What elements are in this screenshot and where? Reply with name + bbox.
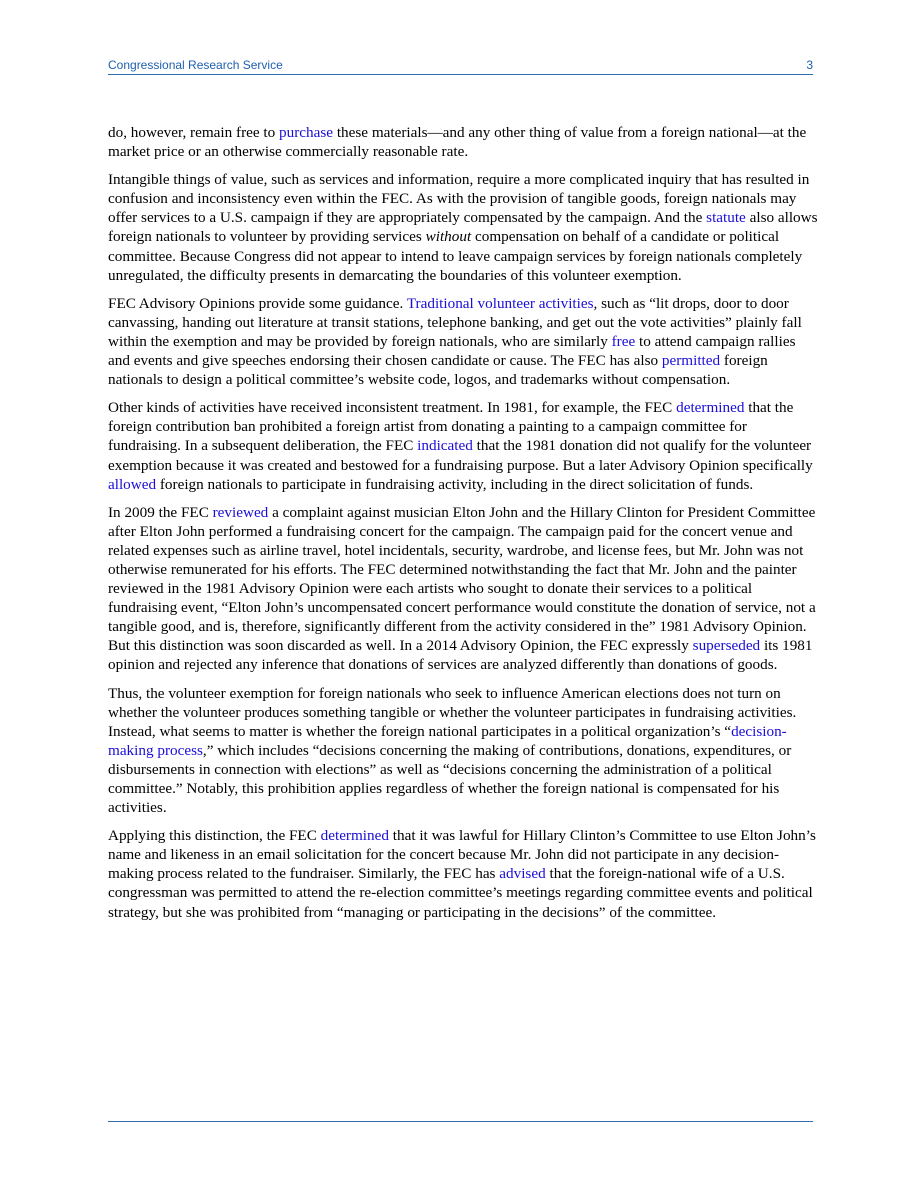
link-traditional-volunteer-activities[interactable]: Traditional volunteer activities — [406, 294, 594, 312]
footer-divider — [108, 1121, 813, 1122]
paragraph-3: FEC Advisory Opinions provide some guidance. Traditional volunteer activities, such as “lit drops, door to door canvassing, handing out literature at transit stations, telephone banking, and get out the vote activities” plainly fall within the exemption and may be provided by foreign nationals, who are similarly free to attend campaign rallies and events and give speeches endorsing their chosen candidate or cause. The FEC has also permitted foreign nationals to design a political committee’s website code, logos, and trademarks without compensation. — [108, 294, 802, 389]
link-allowed[interactable]: allowed — [108, 475, 157, 493]
paragraph-6: Thus, the volunteer exemption for foreign nationals who seek to influence American elections does not turn on whether the volunteer produces something tangible or whether the volunteer participates in fundraising activities. Instead, what seems to matter is whether the foreign national participates in a political organization’s “decision-making process,” which includes “decisions concerning the making of contributions, donations, expenditures, or disbursements in connection with elections” as well as “decisions concerning the administration of a political committee.” Notably, this prohibition applies regardless of whether the foreign national is compensated for his activities. — [108, 684, 797, 817]
header-page-number: 3 — [806, 58, 813, 72]
link-indicated[interactable]: indicated — [417, 437, 473, 455]
page-header — [108, 58, 813, 75]
link-statute[interactable]: statute — [706, 209, 746, 227]
link-free[interactable]: free — [611, 332, 636, 350]
paragraph-7: Applying this distinction, the FEC determined that it was lawful for Hillary Clinton’s Committee to use Elton John’s name and likeness in an email solicitation for the concert because Mr. John did not participate in any decision-making process related to the fundraiser. Similarly, the FEC has advised that the foreign-national wife of a U.S. congressman was permitted to attend the re-election committee’s meetings regarding committee events and political strategy, but she was prohibited from “managing or participating in the decisions” of the committee. — [108, 827, 816, 921]
document-body — [108, 123, 818, 931]
link-determined-lawful[interactable]: determined — [320, 827, 389, 845]
paragraph-1: do, however, remain free to purchase these materials—and any other thing of value from a foreign national—at the market price or an otherwise commercially reasonable rate. — [108, 124, 807, 161]
paragraph-4: Other kinds of activities have received inconsistent treatment. In 1981, for example, the FEC determined that the foreign contribution ban prohibited a foreign artist from donating a painting to a campaign committee for fundraising. In a subsequent deliberation, the FEC indicated that the 1981 donation did not qualify for the volunteer exemption because it was created and bestowed for a fundraising purpose. But a later Advisory Opinion specifically allowed foreign nationals to participate in fundraising activity, including in the direct solicitation of funds. — [108, 399, 813, 493]
link-superseded[interactable]: superseded — [692, 637, 761, 655]
link-decision-making-process[interactable]: decision-making process — [108, 722, 787, 759]
link-purchase[interactable]: purchase — [279, 124, 334, 141]
link-permitted[interactable]: permitted — [661, 352, 721, 370]
paragraph-5: In 2009 the FEC reviewed a complaint against musician Elton John and the Hillary Clinton for President Committee after Elton John performed a fundraising concert for the campaign. The campaign paid for the concert venue and related expenses such as airline travel, hotel incidentals, security, wardrobe, and license fees, but Mr. John was not otherwise remunerated for his efforts. The FEC determined notwithstanding the fact that Mr. John and the painter reviewed in the 1981 Advisory Opinion were each artists who sought to donate their services to a political fundraising event, “Elton John’s uncompensated concert performance would constitute the donation of service, not a tangible good, and is, therefore, significantly different from the activity considered in the” 1981 Advisory Opinion. But this distinction was soon discarded as well. In a 2014 Advisory Opinion, the FEC expressly superseded its 1981 opinion and rejected any inference that donations of services are analyzed differently than donations of goods. — [108, 503, 816, 674]
header-organization: Congressional Research Service — [108, 58, 283, 72]
link-advised[interactable]: advised — [499, 865, 546, 883]
link-reviewed[interactable]: reviewed — [212, 503, 269, 521]
emphasis-without: without — [425, 228, 472, 246]
paragraph-2: Intangible things of value, such as services and information, require a more complicated inquiry that has resulted in confusion and inconsistency even within the FEC. As with the provision of tangible goods, foreign nationals may offer services to a U.S. campaign if they are appropriately compensated by the campaign. And the statute also allows foreign nationals to volunteer by providing services without compensation on behalf of a candidate or political committee. Because Congress did not appear to intend to leave campaign services by foreign nationals completely unregulated, the difficulty presents in demarcating the boundaries of this volunteer exemption. — [108, 171, 818, 284]
link-determined-1981[interactable]: determined — [676, 399, 745, 417]
